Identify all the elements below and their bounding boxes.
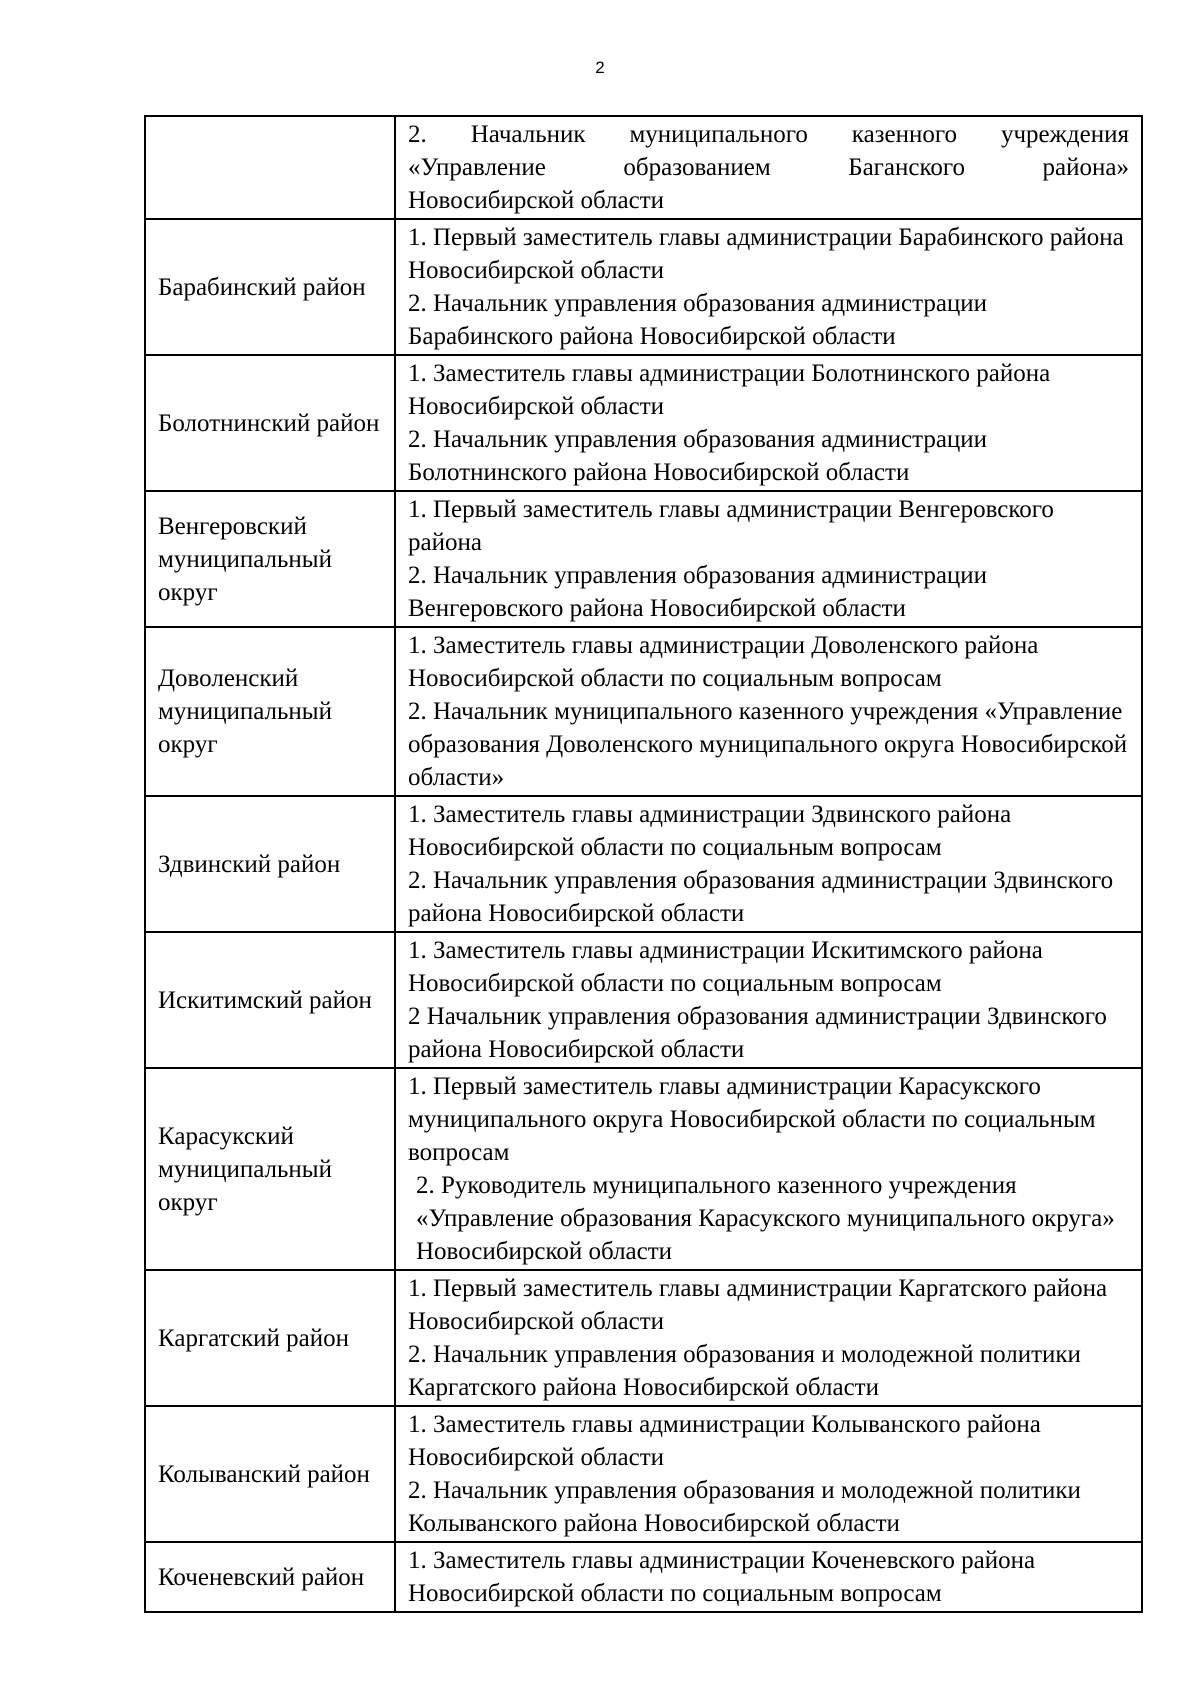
official-line: 2. Начальник управления образования администрации Барабинского района Новосибирской области	[408, 290, 988, 350]
page-number: 2	[595, 58, 605, 77]
official-line: Новосибирской области	[408, 187, 665, 214]
officials-cell	[395, 219, 1142, 355]
table-row	[145, 1068, 1142, 1270]
official-line: 1. Первый заместитель главы администрации Венгеровского района	[408, 496, 1054, 556]
district-cell: Здвинский район	[145, 796, 395, 932]
officials-cell	[395, 491, 1142, 627]
district-cell: Коченевский район	[145, 1542, 395, 1612]
officials-cell	[395, 1270, 1142, 1406]
official-line: 1. Заместитель главы администрации Коченевского района Новосибирской области по социальным вопросам	[408, 1547, 1036, 1607]
official-line: 1. Первый заместитель главы администрации Карасукского муниципального округа Новосибирской области по социальным вопросам	[408, 1073, 1096, 1166]
table-row	[145, 219, 1142, 355]
officials-cell	[395, 116, 1142, 219]
officials-cell	[395, 1068, 1142, 1270]
official-line: 2. Начальник управления образования и молодежной политики Колыванского района Новосибирской области	[408, 1477, 1081, 1537]
official-line: 1. Первый заместитель главы администрации Каргатского района Новосибирской области	[408, 1275, 1108, 1335]
table-row	[145, 932, 1142, 1068]
official-line: 1. Заместитель главы администрации Болотнинского района Новосибирской области	[408, 360, 1051, 420]
table-row	[145, 1406, 1142, 1542]
officials-cell	[395, 355, 1142, 491]
officials-cell	[395, 1542, 1142, 1612]
official-line: 2. Начальник управления образования администрации Здвинского района Новосибирской области	[408, 867, 1114, 927]
official-line: 1. Заместитель главы администрации Колыванского района Новосибирской области	[408, 1411, 1041, 1471]
district-cell	[145, 116, 395, 219]
official-line: 1. Заместитель главы администрации Искитимского района Новосибирской области по социальным вопросам	[408, 937, 1043, 997]
table-row	[145, 491, 1142, 627]
official-line: 2. Начальник муниципального казенного учреждения	[408, 121, 1129, 148]
table-row	[145, 116, 1142, 219]
district-cell: Венгеровский муниципальный округ	[145, 491, 395, 627]
official-line: 1. Заместитель главы администрации Доволенского района Новосибирской области по социальным вопросам	[408, 632, 1039, 692]
table-row	[145, 355, 1142, 491]
official-line: 2. Начальник муниципального казенного учреждения «Управление образования Доволенского муниципального округа Новосибирской области»	[408, 698, 1128, 791]
officials-cell	[395, 796, 1142, 932]
table-row	[145, 796, 1142, 932]
official-line: 2. Начальник управления образования и молодежной политики Каргатского района Новосибирской области	[408, 1341, 1081, 1401]
district-cell: Доволенский муниципальный округ	[145, 627, 395, 796]
table-row	[145, 627, 1142, 796]
officials-table	[144, 115, 1143, 1613]
official-line: 1. Заместитель главы администрации Здвинского района Новосибирской области по социальным вопросам	[408, 801, 1012, 861]
official-line: 2. Руководитель муниципального казенного учреждения «Управление образования Карасукского муниципального округа» Новосибирской области	[416, 1172, 1115, 1265]
district-cell: Колыванский район	[145, 1406, 395, 1542]
official-line: «Управление образованием Баганского района»	[408, 154, 1129, 181]
official-line: 2 Начальник управления образования администрации Здвинского района Новосибирской области	[408, 1003, 1107, 1063]
official-line: 2. Начальник управления образования администрации Болотнинского района Новосибирской области	[408, 426, 988, 486]
table-row	[145, 1542, 1142, 1612]
district-cell: Искитимский район	[145, 932, 395, 1068]
district-cell: Болотнинский район	[145, 355, 395, 491]
district-cell: Карасукский муниципальный округ	[145, 1068, 395, 1270]
officials-cell	[395, 932, 1142, 1068]
district-cell: Каргатский район	[145, 1270, 395, 1406]
official-line: 2. Начальник управления образования администрации Венгеровского района Новосибирской области	[408, 562, 988, 622]
official-line: 1. Первый заместитель главы администрации Барабинского района Новосибирской области	[408, 224, 1124, 284]
table-row	[145, 1270, 1142, 1406]
officials-cell	[395, 627, 1142, 796]
officials-cell	[395, 1406, 1142, 1542]
district-cell: Барабинский район	[145, 219, 395, 355]
